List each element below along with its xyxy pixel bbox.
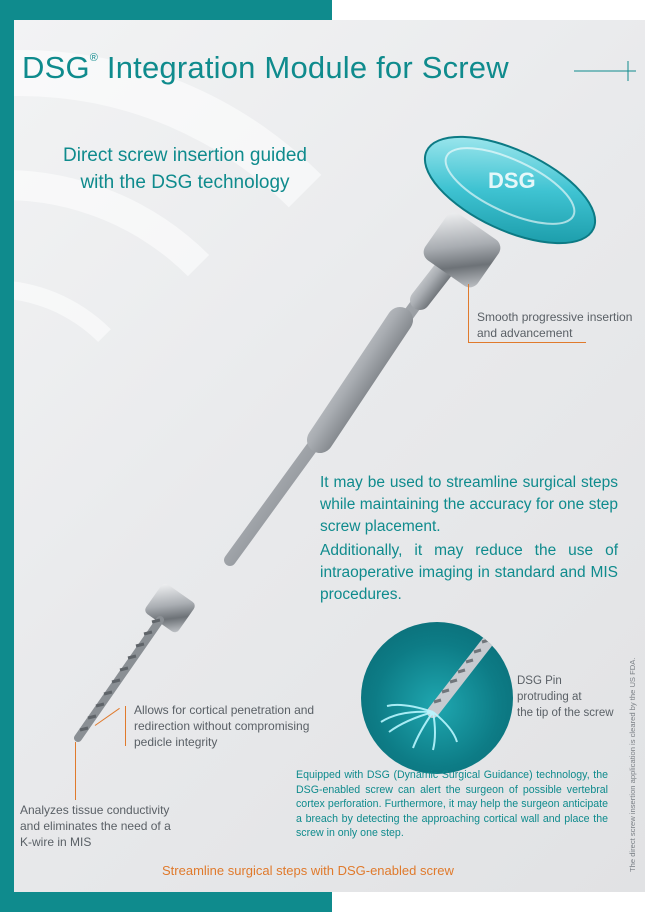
page-title: DSG® Integration Module for Screw <box>22 50 509 85</box>
smooth-callout-line <box>468 284 469 342</box>
benefit-paragraph-1: It may be used to streamline surgical steps while maintaining the accuracy for one step screw placement. <box>320 474 618 535</box>
tissue-analysis-callout: Analyzes tissue conductivity and eliminates the need of a K-wire in MIS <box>20 803 171 849</box>
subtitle-line-2: with the DSG technology <box>80 172 290 193</box>
benefit-paragraph-2: Additionally, it may reduce the use of intraoperative imaging in standard and MIS procedures. <box>320 542 618 603</box>
cortical-penetration-callout: Allows for cortical penetration and redirection without compromising pedicle integrity <box>134 703 315 749</box>
dsg-pin-label: DSG Pin protruding at the tip of the screw <box>517 675 614 719</box>
cortical-callout-vertical <box>125 706 126 746</box>
crosshair-deco-icon <box>572 58 638 84</box>
pin-zoom-circle <box>361 622 513 774</box>
analyzes-callout-line <box>75 742 76 800</box>
dsg-description: Equipped with DSG (Dynamic Surgical Guidance) technology, the DSG-enabled screw can alert the surgeon of possible vertebral cortex perforation. Furthermore, it may help the surgeon anticipate a breach by detecting the approaching cortical wall and place the screw in only one step. <box>296 769 608 839</box>
footer-tagline: Streamline surgical steps with DSG-enabled screw <box>162 863 454 878</box>
fda-disclaimer: The direct screw insertion application is cleared by the US FDA. <box>628 657 637 872</box>
dsg-pin-detail <box>361 622 513 774</box>
smooth-callout-underline <box>468 342 586 343</box>
screw-device-illustration <box>60 128 600 758</box>
handle-logo-text: DSG <box>488 168 536 193</box>
subtitle-line-1: Direct screw insertion guided <box>63 145 307 166</box>
smooth-insertion-callout: Smooth progressive insertion and advancement <box>477 310 633 340</box>
